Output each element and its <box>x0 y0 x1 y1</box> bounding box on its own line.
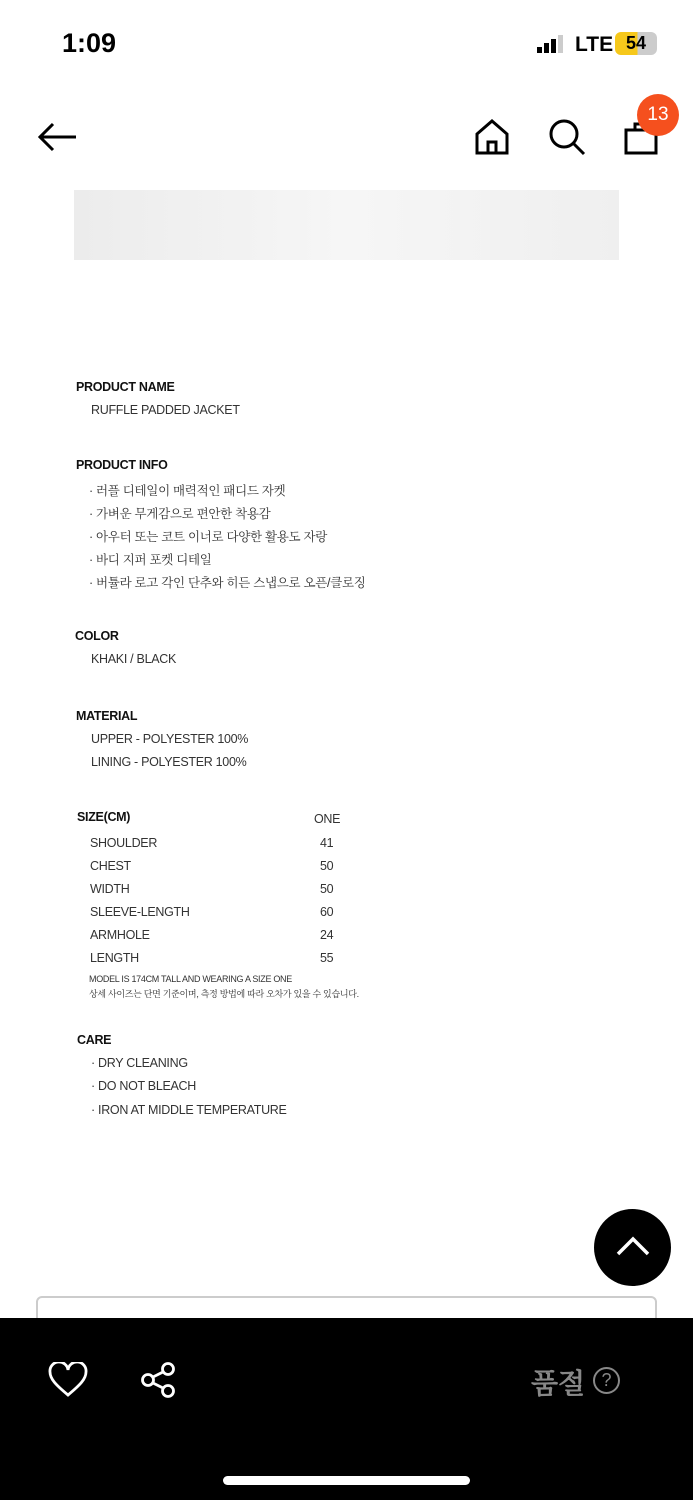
size-value: 50 <box>320 859 334 873</box>
network-type: LTE <box>575 33 614 56</box>
home-indicator <box>223 1476 470 1485</box>
size-value: 41 <box>320 836 334 850</box>
battery-level: 54 <box>615 32 657 55</box>
size-value: 24 <box>320 928 334 942</box>
info-line: · 바디 지퍼 포켓 디테일 <box>89 553 212 567</box>
back-arrow-icon[interactable] <box>36 120 78 154</box>
material-line: LINING - POLYESTER 100% <box>91 755 247 769</box>
size-key: LENGTH <box>90 951 139 965</box>
size-note: MODEL IS 174CM TALL AND WEARING A SIZE ONE <box>89 974 292 984</box>
info-line: · 가벼운 무게감으로 편안한 착용감 <box>89 507 271 521</box>
share-icon[interactable] <box>140 1361 178 1399</box>
color-value: KHAKI / BLACK <box>91 652 177 666</box>
product-image-banner <box>74 190 619 260</box>
material-label: MATERIAL <box>76 709 138 723</box>
size-key: ARMHOLE <box>90 928 150 942</box>
product-name-label: PRODUCT NAME <box>76 380 175 394</box>
material-line: UPPER - POLYESTER 100% <box>91 732 249 746</box>
care-line: · IRON AT MIDDLE TEMPERATURE <box>91 1103 287 1117</box>
size-key: WIDTH <box>90 882 130 896</box>
size-value: 55 <box>320 951 334 965</box>
size-column-header: ONE <box>314 812 341 826</box>
signal-icon <box>537 34 567 54</box>
chevron-up-icon <box>594 1209 671 1286</box>
home-icon[interactable] <box>474 118 510 156</box>
search-icon[interactable] <box>547 117 587 157</box>
product-info-label: PRODUCT INFO <box>76 458 168 472</box>
size-key: SHOULDER <box>90 836 158 850</box>
info-line: · 러플 디테일이 매력적인 패디드 자켓 <box>89 484 286 498</box>
product-name: RUFFLE PADDED JACKET <box>91 403 240 417</box>
info-line: · 아우터 또는 코트 이너로 다양한 활용도 자랑 <box>89 530 328 544</box>
care-line: · DO NOT BLEACH <box>91 1079 197 1093</box>
size-key: SLEEVE-LENGTH <box>90 905 190 919</box>
size-value: 50 <box>320 882 334 896</box>
care-label: CARE <box>77 1033 112 1047</box>
bottom-action-bar <box>0 1318 693 1500</box>
size-value: 60 <box>320 905 334 919</box>
help-icon[interactable]: ? <box>593 1367 620 1394</box>
size-key: CHEST <box>90 859 131 873</box>
heart-icon[interactable] <box>48 1362 88 1398</box>
size-label: SIZE(CM) <box>77 810 131 824</box>
color-label: COLOR <box>75 629 119 643</box>
scroll-to-top-button[interactable] <box>594 1209 671 1286</box>
info-line: · 버튤라 로고 각인 단추와 히든 스냅으로 오픈/클로징 <box>89 576 366 590</box>
cart-count-badge: 13 <box>637 94 679 136</box>
care-line: · DRY CLEANING <box>91 1056 188 1070</box>
sold-out-label: 품절 <box>531 1368 586 1399</box>
size-note: 상세 사이즈는 단면 기준이며, 측정 방법에 따라 오차가 있을 수 있습니다. <box>89 989 359 999</box>
status-time: 1:09 <box>62 28 117 58</box>
